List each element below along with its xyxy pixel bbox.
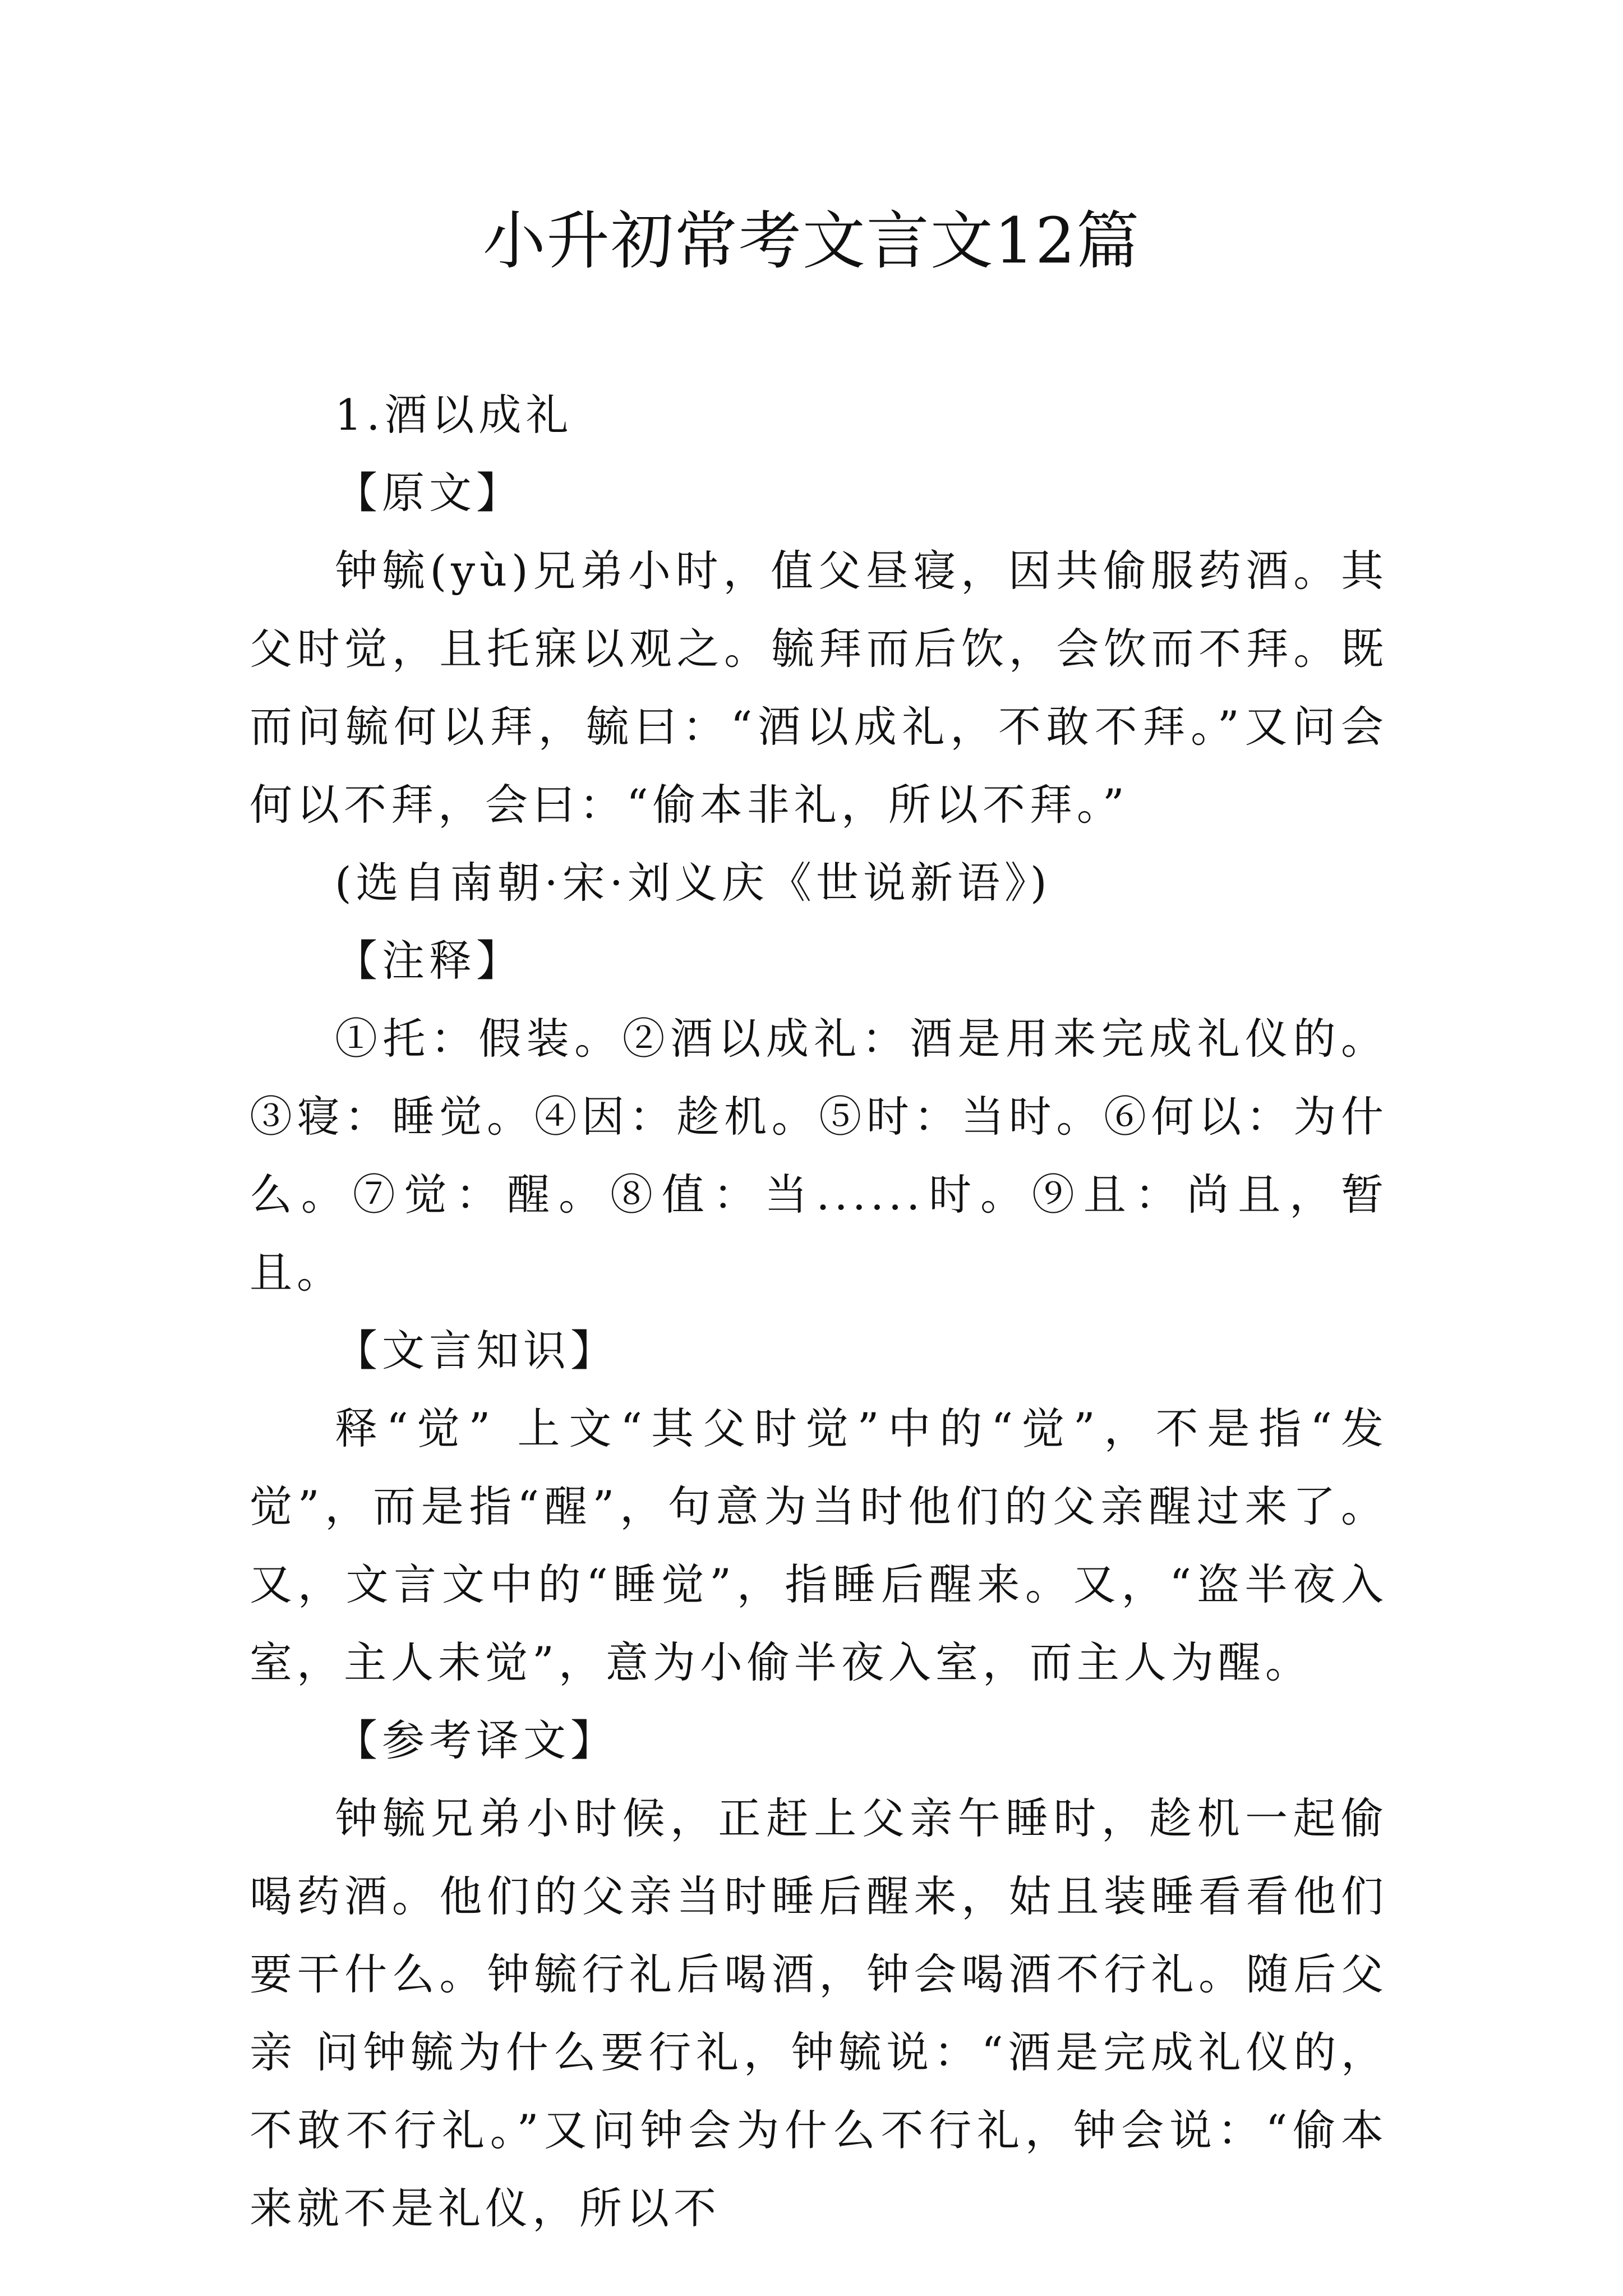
label-translation: 【参考译文】 — [335, 1715, 617, 1765]
label-notes: 【注释】 — [335, 936, 523, 986]
translation-text: 钟毓兄弟小时候，正赶上父亲午睡时，趁机一起偷喝药酒。他们的父亲当时睡后醒来，姑且装睡看看他们要干什么。钟毓行礼后喝酒，钟会喝酒不行礼。随后父亲 问钟毓为什么要行礼，钟毓说：“酒是完成礼仪的，不敢不行礼。”又问钟会为什么不行礼，钟会说：“偷本来就不是礼仪，所以不 — [250, 1793, 1388, 2233]
document-title: 小升初常考文言文12篇 — [482, 205, 1141, 278]
source-citation: (选自南朝·宋·刘义庆《世说新语》) — [335, 858, 1052, 908]
section-heading: 1.酒以成礼 — [335, 390, 573, 440]
document-body — [250, 376, 1388, 2247]
notes-text: ①托：假装。②酒以成礼：酒是用来完成礼仪的。③寝：睡觉。④因：趁机。⑤时：当时。⑥何以：为什么。⑦觉：醒。⑧值：当......时。⑨且：尚且，暂且。 — [250, 1014, 1388, 1297]
label-original: 【原文】 — [335, 468, 523, 518]
original-text: 钟毓(yù)兄弟小时，值父昼寝，因共偷服药酒。其父时觉，且托寐以观之。毓拜而后饮，会饮而不拜。既而问毓何以拜，毓曰：“酒以成礼，不敢不拜。”又问会何以不拜，会曰：“偷本非礼，所以不拜。” — [250, 546, 1388, 830]
label-knowledge: 【文言知识】 — [335, 1326, 617, 1375]
knowledge-text: 释“觉” 上文“其父时觉”中的“觉”，不是指“发觉”，而是指“醒”，句意为当时他们的父亲醒过来了。又，文言文中的“睡觉”，指睡后醒来。又，“盗半夜入室，主人未觉”，意为小偷半夜入室，而主人为醒。 — [250, 1404, 1388, 1687]
